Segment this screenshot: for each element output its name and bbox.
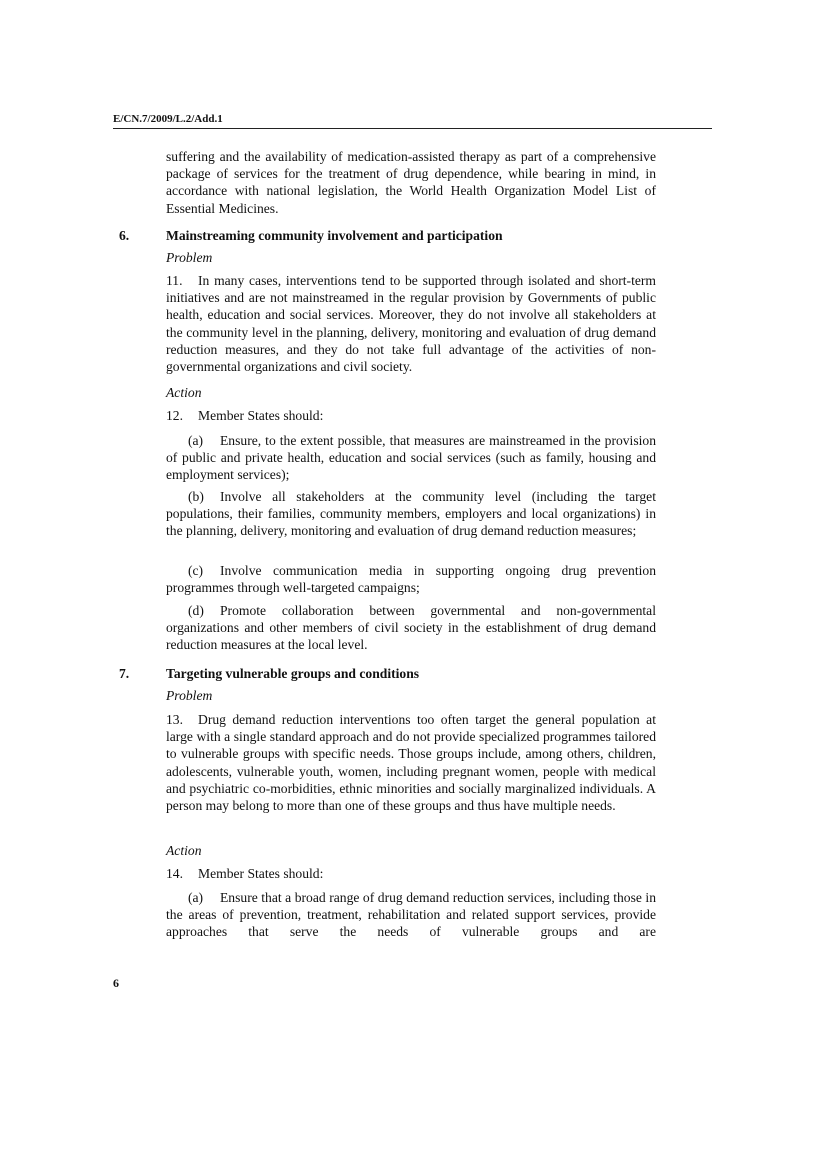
paragraph-number: 11. <box>166 273 183 288</box>
section-number: 7. <box>119 666 130 681</box>
item-label: (a) <box>188 890 204 905</box>
header-rule <box>113 128 712 129</box>
list-item <box>166 562 656 596</box>
continued-paragraph: suffering and the availability of medication-assisted therapy as part of a comprehensive package of services for the treatment of drug dependence, while bearing in mind, in accordance with national legislation, the World Health Organization Model List of Essential Medicines. <box>166 149 656 216</box>
section-title: Targeting vulnerable groups and conditions <box>166 666 420 681</box>
paragraph-number: 13. <box>166 712 183 727</box>
paragraph-text: Drug demand reduction interventions too often target the general population at large with a single standard approach and do not provide specialized programmes tailored to vulnerable groups with specific needs. Those groups include, among others, children, adolescents, vulnerable youth, women, including pregnant women, people with medical and psychiatric co-morbidities, ethnic minorities and socially marginalized individuals. A person may belong to more than one of these groups and thus have multiple needs. <box>166 712 656 814</box>
list-item <box>166 488 656 540</box>
item-text: Involve communication media in supporting ongoing drug prevention programmes through well-targeted campaigns; <box>166 563 656 596</box>
action-label: Action <box>166 385 202 400</box>
item-text: Ensure, to the extent possible, that measures are mainstreamed in the provision of public and private health, education and social services (such as family, housing and employment services); <box>166 433 656 483</box>
item-text: Ensure that a broad range of drug demand reduction services, including those in the areas of prevention, treatment, rehabilitation and related support services, provide approaches that serve the needs of vulnerable groups and are <box>166 890 656 940</box>
page-number: 6 <box>113 976 119 990</box>
problem-label: Problem <box>166 250 213 265</box>
paragraph-13 <box>166 711 656 814</box>
item-text: Promote collaboration between governmental and non-governmental organizations and other members of civil society in the establishment of drug demand reduction measures at the local level. <box>166 603 656 653</box>
paragraph-14 <box>166 865 656 882</box>
problem-label: Problem <box>166 688 213 703</box>
item-label: (c) <box>188 563 204 578</box>
paragraph-number: 14. <box>166 866 183 881</box>
item-text: Involve all stakeholders at the community level (including the target populations, their families, community members, employers and local organizations) in the planning, delivery, monitoring and evaluation of drug demand reduction measures; <box>166 489 656 539</box>
item-label: (b) <box>188 489 204 504</box>
item-label: (d) <box>188 603 204 618</box>
section-title: Mainstreaming community involvement and participation <box>166 228 503 243</box>
list-item <box>166 889 656 941</box>
section-6-heading <box>119 227 503 244</box>
paragraph-text: Member States should: <box>198 866 324 881</box>
item-label: (a) <box>188 433 204 448</box>
action-label: Action <box>166 843 202 858</box>
section-number: 6. <box>119 228 130 243</box>
paragraph-11 <box>166 272 656 375</box>
list-item <box>166 432 656 484</box>
list-item <box>166 602 656 654</box>
paragraph-number: 12. <box>166 408 183 423</box>
paragraph-12 <box>166 407 656 424</box>
paragraph-text: In many cases, interventions tend to be supported through isolated and short-term initiatives and are not mainstreamed in the regular provision by Governments of public health, education and social services. Moreover, they do not involve all stakeholders at the community level in the planning, delivery, monitoring and evaluation of drug demand reduction measures, and they do not take full advantage of the activities of non-governmental organizations and civil society. <box>166 273 656 375</box>
document-symbol: E/CN.7/2009/L.2/Add.1 <box>113 113 223 125</box>
section-7-heading <box>119 665 419 682</box>
paragraph-text: Member States should: <box>198 408 324 423</box>
